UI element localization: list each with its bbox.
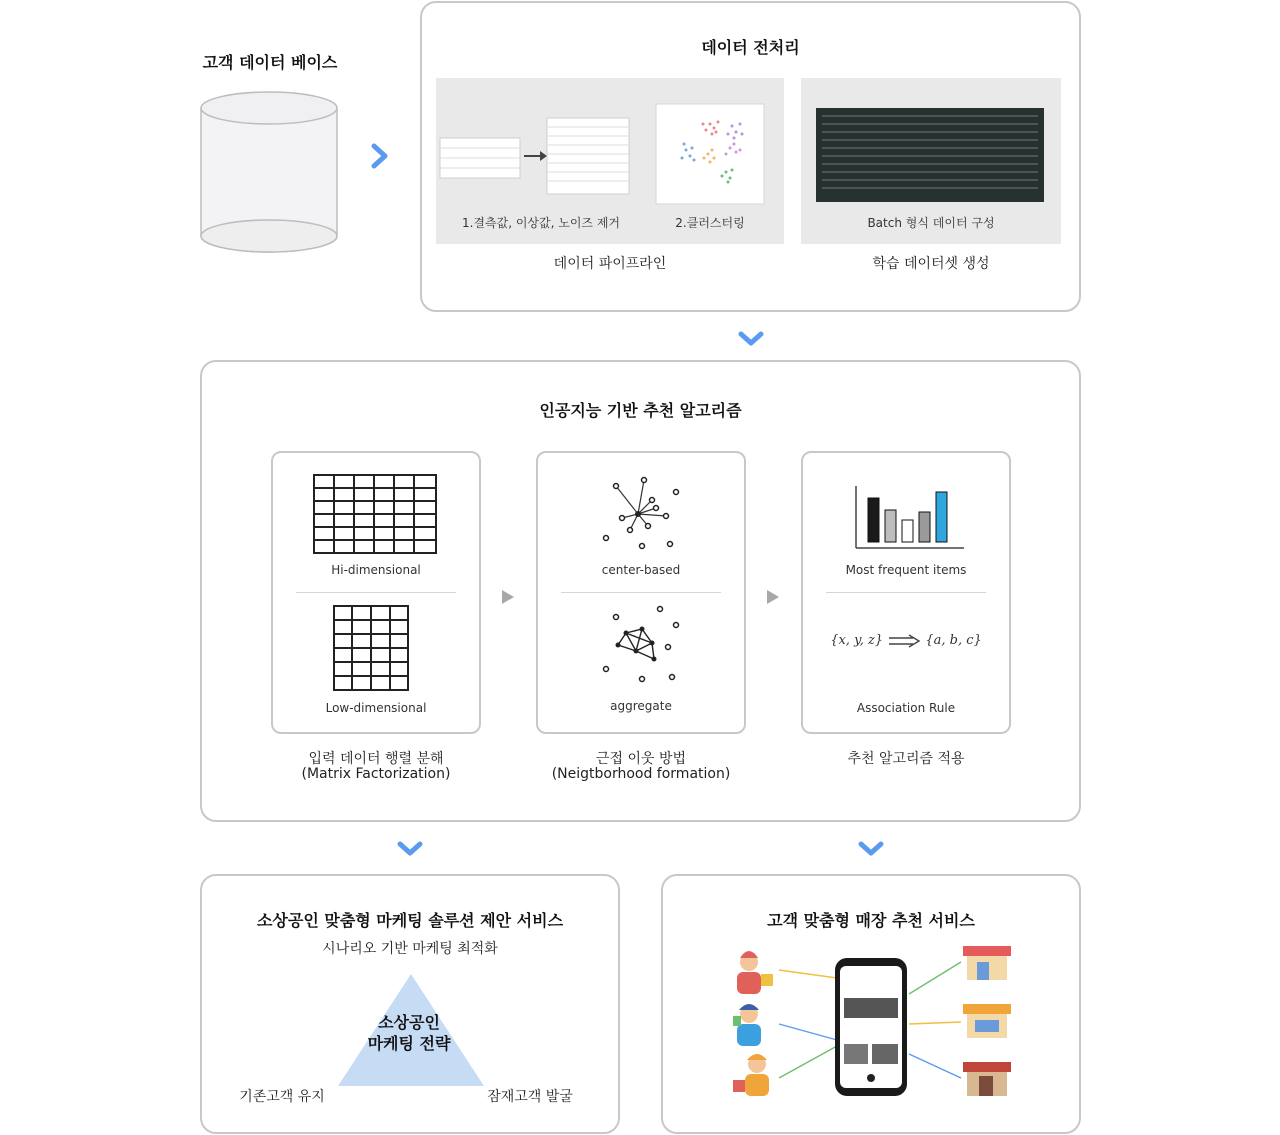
play-arrow-icon bbox=[767, 590, 779, 604]
implies-arrow-icon bbox=[887, 635, 921, 647]
hi-dimensional-grid-icon bbox=[313, 474, 437, 554]
batch-data-table-illustration bbox=[816, 108, 1044, 202]
formula-left-set: {x, y, z} bbox=[830, 633, 884, 648]
card1-label-ko: 입력 데이터 행렬 분해 bbox=[308, 751, 444, 767]
chevron-down-icon bbox=[857, 840, 885, 858]
low-dimensional-grid-icon bbox=[333, 605, 409, 691]
formula-right-set: {a, b, c} bbox=[925, 633, 982, 648]
card1-top-label: Hi-dimensional bbox=[331, 563, 421, 577]
store-recommendation-illustration bbox=[661, 874, 1081, 1134]
card3-top-label: Most frequent items bbox=[845, 563, 967, 577]
card2-divider bbox=[561, 592, 721, 593]
aggregate-graph-icon bbox=[596, 603, 686, 689]
triangle-line1: 소상공인 bbox=[378, 1013, 440, 1032]
card1-bottom-label: Low-dimensional bbox=[325, 701, 427, 715]
card1-label-en: (Matrix Factorization) bbox=[301, 766, 451, 782]
association-formula bbox=[801, 633, 1011, 648]
card2-bottom-label: aggregate bbox=[610, 699, 672, 713]
card3-divider bbox=[826, 592, 986, 593]
triangle-line2: 마케팅 전략 bbox=[367, 1034, 451, 1053]
cluster-scatter-illustration bbox=[656, 104, 764, 204]
pipeline-step1: 1.결측값, 이상값, 노이즈 제거 bbox=[461, 216, 621, 230]
chevron-down-icon bbox=[737, 330, 765, 348]
triangle-label bbox=[336, 1012, 482, 1054]
pipeline-step2: 2.클러스터링 bbox=[675, 216, 745, 230]
card3-bottom-label: Association Rule bbox=[856, 701, 956, 715]
card2-top-label: center-based bbox=[601, 563, 681, 577]
database-title: 고객 데이터 베이스 bbox=[202, 53, 338, 72]
card2-label-en: (Neigtborhood formation) bbox=[551, 766, 731, 782]
center-based-graph-icon bbox=[596, 474, 686, 554]
discover-customers-label: 잠재고객 발굴 bbox=[487, 1089, 573, 1105]
card2-label-ko: 근접 이웃 방법 bbox=[595, 751, 687, 767]
preprocess-title: 데이터 전처리 bbox=[701, 38, 800, 57]
pipeline-label: 데이터 파이프라인 bbox=[553, 256, 667, 272]
marketing-subtitle: 시나리오 기반 마케팅 최적화 bbox=[322, 941, 498, 957]
algorithm-title: 인공지능 기반 추천 알고리즘 bbox=[539, 401, 742, 420]
bar-chart-icon bbox=[852, 484, 968, 552]
dataset-caption: Batch 형식 데이터 구성 bbox=[867, 216, 995, 230]
chevron-right-icon bbox=[370, 143, 390, 169]
retain-customers-label: 기존고객 유지 bbox=[239, 1089, 325, 1105]
marketing-title: 소상공인 맞춤형 마케팅 솔루션 제안 서비스 bbox=[256, 911, 564, 930]
play-arrow-icon bbox=[502, 590, 514, 604]
card3-label-ko: 추천 알고리즘 적용 bbox=[847, 751, 965, 767]
database-icon bbox=[198, 88, 342, 258]
chevron-down-icon bbox=[396, 840, 424, 858]
dataset-label: 학습 데이터셋 생성 bbox=[872, 256, 990, 272]
card1-divider bbox=[296, 592, 456, 593]
store-title: 고객 맞춤형 매장 추천 서비스 bbox=[767, 911, 975, 930]
